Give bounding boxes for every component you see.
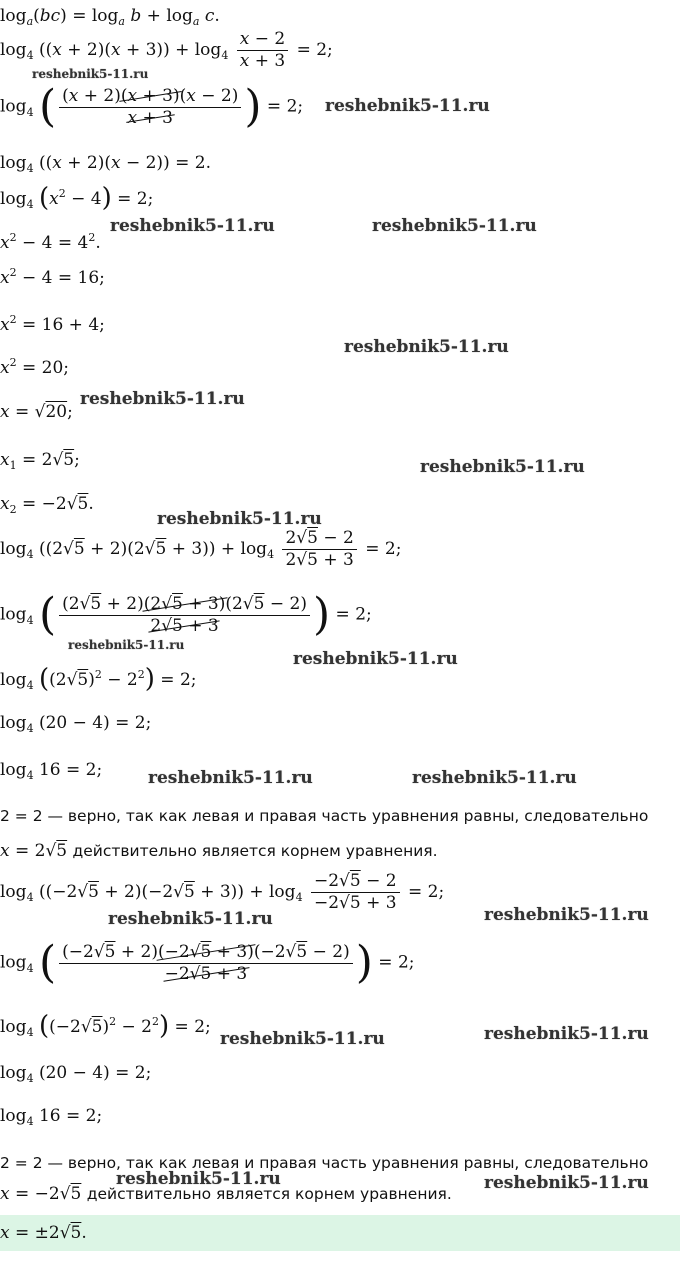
root-2-tail: действительно является корнем уравнения. xyxy=(86,1185,452,1203)
check2-line-2: $\log_4$ ( $\frac{(-2√5 + 2)(-2√5 + 3)(-2√5 - 2)}{-2√5 + 3}$ ) = 2; xyxy=(0,937,415,988)
watermark: reshebnik5-11.ru xyxy=(484,905,649,925)
equation-line-12: $x_2 = -2√5$. xyxy=(0,494,94,516)
formula-log-product: $\log_a(bc) = \log_a b + \log_a c$. xyxy=(0,6,220,28)
equation-line-3: $\log_4$ ( $\frac{(x + 2)(x + 3)(x - 2)}{x + 3}$ ) = 2; xyxy=(0,81,304,132)
equation-line-5: $\log_4 (x^2 - 4) = 2$; xyxy=(0,183,154,213)
equation-line-9: $x^2 = 20$; xyxy=(0,356,70,378)
equation-line-7: $x^2 - 4 = 16$; xyxy=(0,266,105,288)
check-line-1: $\log_4 ((2√5 + 2)(2√5 + 3)) + \log_4$ $\frac{2√5 - 2}{2√5 + 3}$ = 2; xyxy=(0,528,402,570)
watermark: reshebnik5-11.ru xyxy=(80,389,245,409)
watermark: reshebnik5-11.ru xyxy=(157,509,322,529)
watermark: reshebnik5-11.ru xyxy=(32,67,149,81)
check-line-3: $\log_4 ((2√5)^2 - 2^2) = 2$; xyxy=(0,664,197,694)
root-2-line: x = −2√5 действительно является корнем уравнения. xyxy=(0,1184,452,1204)
equation-line-8: $x^2 = 16 + 4$; xyxy=(0,313,105,335)
root-1-line: x = 2√5 действительно является корнем уравнения. xyxy=(0,841,438,861)
watermark: reshebnik5-11.ru xyxy=(420,457,585,477)
watermark: reshebnik5-11.ru xyxy=(372,216,537,236)
check-line-4: $\log_4 (20 - 4) = 2$; xyxy=(0,713,152,735)
watermark: reshebnik5-11.ru xyxy=(484,1173,649,1193)
equation-line-11: $x_1 = 2√5$; xyxy=(0,450,80,472)
watermark: reshebnik5-11.ru xyxy=(220,1029,385,1049)
check2-line-1: $\log_4 ((-2√5 + 2)(-2√5 + 3)) + \log_4$ $\frac{-2√5 - 2}{-2√5 + 3}$ = 2; xyxy=(0,871,445,913)
watermark: reshebnik5-11.ru xyxy=(484,1024,649,1044)
check2-line-4: $\log_4 (20 - 4) = 2$; xyxy=(0,1063,152,1085)
watermark: reshebnik5-11.ru xyxy=(293,649,458,669)
check-line-5: $\log_4 16 = 2$; xyxy=(0,760,103,782)
watermark: reshebnik5-11.ru xyxy=(325,96,490,116)
check2-line-5: $\log_4 16 = 2$; xyxy=(0,1106,103,1128)
watermark: reshebnik5-11.ru xyxy=(148,768,313,788)
watermark: reshebnik5-11.ru xyxy=(110,216,275,236)
check-line-2: $\log_4$ ( $\frac{(2√5 + 2)(2√5 + 3)(2√5 - 2)}{2√5 + 3}$ ) = 2; xyxy=(0,589,372,640)
watermark: reshebnik5-11.ru xyxy=(344,337,509,357)
equation-line-2: $\log_4 ((x + 2)(x + 3)) + \log_4$ $\frac{x - 2}{x + 3}$ = 2; xyxy=(0,29,333,71)
watermark: reshebnik5-11.ru xyxy=(68,638,185,652)
equation-line-4: $\log_4 ((x + 2)(x - 2)) = 2$. xyxy=(0,153,211,175)
root-1-tail: действительно является корнем уравнения. xyxy=(72,842,438,860)
answer-box xyxy=(0,1215,680,1251)
equation-line-6: $x^2 - 4 = 4^2$. xyxy=(0,231,101,253)
check2-line-3: $\log_4 ((-2√5)^2 - 2^2) = 2$; xyxy=(0,1011,211,1041)
equation-line-10: x = √20; xyxy=(0,402,73,422)
watermark: reshebnik5-11.ru xyxy=(108,909,273,929)
check-conclusion-1: 2 = 2 — верно, так как левая и правая часть уравнения равны, следовательно xyxy=(0,807,649,825)
watermark: reshebnik5-11.ru xyxy=(412,768,577,788)
watermark: reshebnik5-11.ru xyxy=(116,1169,281,1189)
final-answer: x = ±2√5. xyxy=(0,1223,87,1243)
check-conclusion-2: 2 = 2 — верно, так как левая и правая часть уравнения равны, следовательно xyxy=(0,1154,649,1172)
